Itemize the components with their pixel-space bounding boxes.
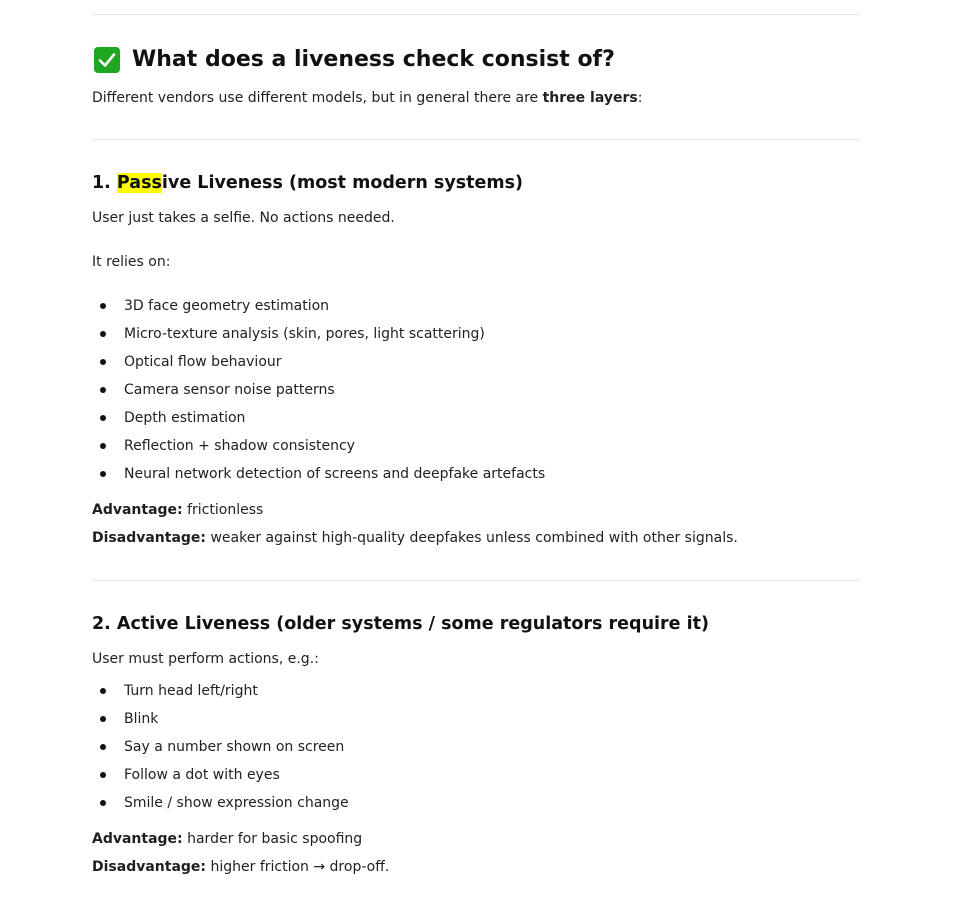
list-item-text: Camera sensor noise patterns (124, 382, 335, 398)
bullet-icon (100, 415, 106, 421)
list-item (92, 733, 349, 761)
active-action-list (92, 677, 349, 817)
list-item-text: Reflection + shadow consistency (124, 438, 355, 454)
list-item (92, 432, 545, 460)
section-intro: Different vendors use different models, but in general there are three layers: (92, 90, 643, 106)
list-item-text: Optical flow behaviour (124, 354, 282, 370)
passive-relies-on: It relies on: (92, 254, 171, 270)
bullet-icon (100, 800, 106, 806)
list-item (92, 789, 349, 817)
bullet-icon (100, 744, 106, 750)
list-item-text: Turn head left/right (124, 683, 258, 699)
bullet-icon (100, 387, 106, 393)
passive-advantage: Advantage: frictionless (92, 502, 264, 518)
list-item-text: Smile / show expression change (124, 795, 349, 811)
active-advantage: Advantage: harder for basic spoofing (92, 831, 363, 847)
checkmark-icon (94, 47, 120, 73)
bullet-icon (100, 443, 106, 449)
list-item-text: Depth estimation (124, 410, 246, 426)
list-item (92, 320, 545, 348)
divider (92, 14, 860, 15)
list-item (92, 677, 349, 705)
list-item (92, 376, 545, 404)
bullet-icon (100, 359, 106, 365)
bullet-icon (100, 303, 106, 309)
active-disadvantage: Disadvantage: higher friction → drop-off. (92, 859, 390, 875)
bullet-icon (100, 688, 106, 694)
bullet-icon (100, 331, 106, 337)
list-item-text: Follow a dot with eyes (124, 767, 280, 783)
divider (92, 580, 860, 581)
active-heading: 2. Active Liveness (older systems / some regulators require it) (92, 614, 709, 634)
list-item (92, 460, 545, 488)
bullet-icon (100, 716, 106, 722)
bullet-icon (100, 471, 106, 477)
list-item-text: Neural network detection of screens and deepfake artefacts (124, 466, 546, 482)
bullet-icon (100, 772, 106, 778)
passive-heading: 1. Passive Liveness (most modern systems) (92, 173, 524, 193)
list-item (92, 404, 545, 432)
passive-summary: User just takes a selfie. No actions needed. (92, 210, 395, 226)
highlighted-text: Pass (116, 173, 162, 193)
passive-signal-list (92, 292, 545, 488)
list-item (92, 705, 349, 733)
passive-disadvantage: Disadvantage: weaker against high-quality deepfakes unless combined with other signals. (92, 530, 738, 546)
section-title: What does a liveness check consist of? (132, 47, 615, 72)
active-summary: User must perform actions, e.g.: (92, 651, 319, 667)
list-item-text: Micro-texture analysis (skin, pores, light scattering) (124, 326, 485, 342)
list-item (92, 348, 545, 376)
list-item (92, 292, 545, 320)
divider (92, 139, 860, 140)
list-item-text: Say a number shown on screen (124, 739, 345, 755)
list-item (92, 761, 349, 789)
list-item-text: Blink (124, 711, 159, 727)
list-item-text: 3D face geometry estimation (124, 298, 330, 314)
